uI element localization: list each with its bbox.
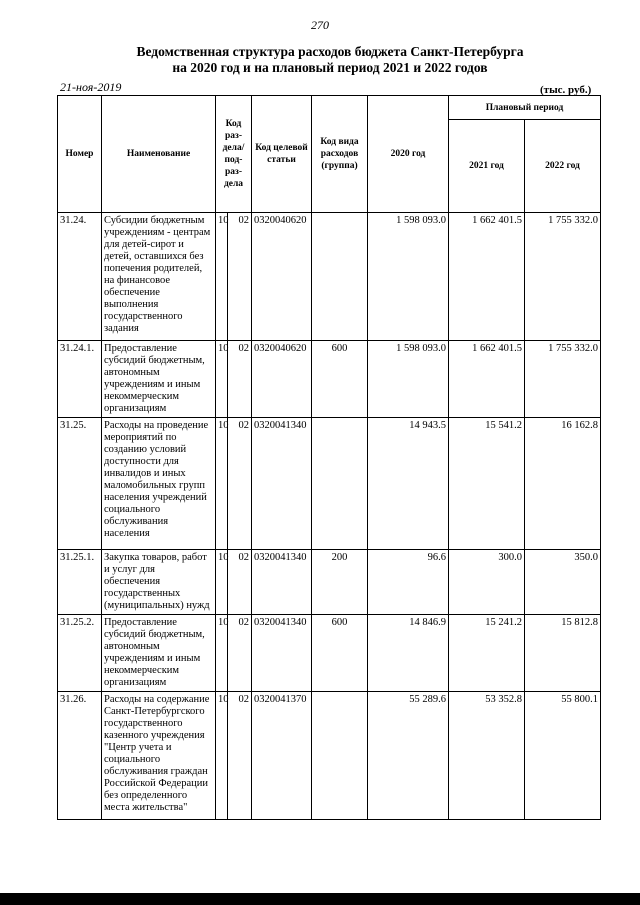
scan-edge-bar <box>0 893 640 905</box>
row-number: 31.26. <box>58 692 102 820</box>
row-number: 31.24. <box>58 213 102 341</box>
row-section: 10 <box>216 213 228 341</box>
header-2020: 2020 год <box>368 96 449 213</box>
table-row <box>58 213 601 341</box>
header-2022: 2022 год <box>525 120 601 213</box>
row-value-2022: 15 812.8 <box>525 615 601 692</box>
row-value-2022: 55 800.1 <box>525 692 601 820</box>
table-row <box>58 692 601 820</box>
row-value-2022: 350.0 <box>525 550 601 615</box>
table-row <box>58 341 601 418</box>
row-subsection: 02 <box>228 550 252 615</box>
header-2021: 2021 год <box>449 120 525 213</box>
row-section: 10 <box>216 341 228 418</box>
row-number: 31.25.2. <box>58 615 102 692</box>
row-name: Расходы на проведение мероприятий по созданию условий доступности для инвалидов и иных маломобильных групп населения учреждений социального обслуживания населения <box>102 418 216 550</box>
row-value-2021: 15 241.2 <box>449 615 525 692</box>
row-value-2021: 15 541.2 <box>449 418 525 550</box>
header-section: Код раз-дела/ под-раз-дела <box>216 96 252 213</box>
units-label: (тыс. руб.) <box>540 84 592 96</box>
row-value-2021: 300.0 <box>449 550 525 615</box>
page-number: 270 <box>311 18 329 32</box>
row-name: Закупка товаров, работ и услуг для обеспечения государственных (муниципальных) нужд <box>102 550 216 615</box>
row-value-2021: 53 352.8 <box>449 692 525 820</box>
header-planned-period: Плановый период <box>449 96 601 120</box>
row-value-2022: 1 755 332.0 <box>525 213 601 341</box>
row-target-code: 0320041340 <box>252 418 312 550</box>
document-date: 21-ноя-2019 <box>60 80 122 94</box>
row-target-code: 0320040620 <box>252 341 312 418</box>
header-row-1 <box>58 96 601 120</box>
row-subsection: 02 <box>228 418 252 550</box>
table-row <box>58 615 601 692</box>
row-expense-type <box>312 213 368 341</box>
row-value-2021: 1 662 401.5 <box>449 341 525 418</box>
row-section: 10 <box>216 615 228 692</box>
row-expense-type: 200 <box>312 550 368 615</box>
row-subsection: 02 <box>228 692 252 820</box>
row-target-code: 0320041340 <box>252 550 312 615</box>
row-name: Предоставление субсидий бюджетным, автономным учреждениям и иным некоммерческим организациям <box>102 615 216 692</box>
row-name: Расходы на содержание Санкт-Петербургского государственного казенного учреждения "Центр учета и социального обслуживания граждан Российской Федерации без определенного места жительства" <box>102 692 216 820</box>
row-number: 31.24.1. <box>58 341 102 418</box>
row-target-code: 0320040620 <box>252 213 312 341</box>
row-value-2020: 55 289.6 <box>368 692 449 820</box>
header-name: Наименование <box>102 96 216 213</box>
row-target-code: 0320041370 <box>252 692 312 820</box>
row-expense-type: 600 <box>312 615 368 692</box>
title-line-1: Ведомственная структура расходов бюджета Санкт-Петербурга <box>136 44 524 59</box>
row-expense-type <box>312 418 368 550</box>
row-value-2020: 96.6 <box>368 550 449 615</box>
row-value-2022: 1 755 332.0 <box>525 341 601 418</box>
row-subsection: 02 <box>228 341 252 418</box>
header-target: Код целевой статьи <box>252 96 312 213</box>
row-expense-type <box>312 692 368 820</box>
header-expense-type: Код вида расходов (группа) <box>312 96 368 213</box>
row-expense-type: 600 <box>312 341 368 418</box>
row-section: 10 <box>216 692 228 820</box>
table-row <box>58 550 601 615</box>
budget-table <box>57 95 601 820</box>
title-line-2: на 2020 год и на плановый период 2021 и 2022 годов <box>172 60 488 75</box>
table-row <box>58 418 601 550</box>
row-name: Предоставление субсидий бюджетным, автономным учреждениям и иным некоммерческим организациям <box>102 341 216 418</box>
row-name: Субсидии бюджетным учреждениям - центрам для детей-сирот и детей, оставшихся без попечения родителей, на финансовое обеспечение выполнения государственного задания <box>102 213 216 341</box>
row-number: 31.25.1. <box>58 550 102 615</box>
row-section: 10 <box>216 550 228 615</box>
header-number: Номер <box>58 96 102 213</box>
row-value-2021: 1 662 401.5 <box>449 213 525 341</box>
row-value-2020: 1 598 093.0 <box>368 213 449 341</box>
row-number: 31.25. <box>58 418 102 550</box>
row-subsection: 02 <box>228 213 252 341</box>
row-section: 10 <box>216 418 228 550</box>
row-value-2020: 14 943.5 <box>368 418 449 550</box>
row-value-2020: 14 846.9 <box>368 615 449 692</box>
row-value-2020: 1 598 093.0 <box>368 341 449 418</box>
row-target-code: 0320041340 <box>252 615 312 692</box>
document-title <box>60 44 600 76</box>
row-subsection: 02 <box>228 615 252 692</box>
row-value-2022: 16 162.8 <box>525 418 601 550</box>
